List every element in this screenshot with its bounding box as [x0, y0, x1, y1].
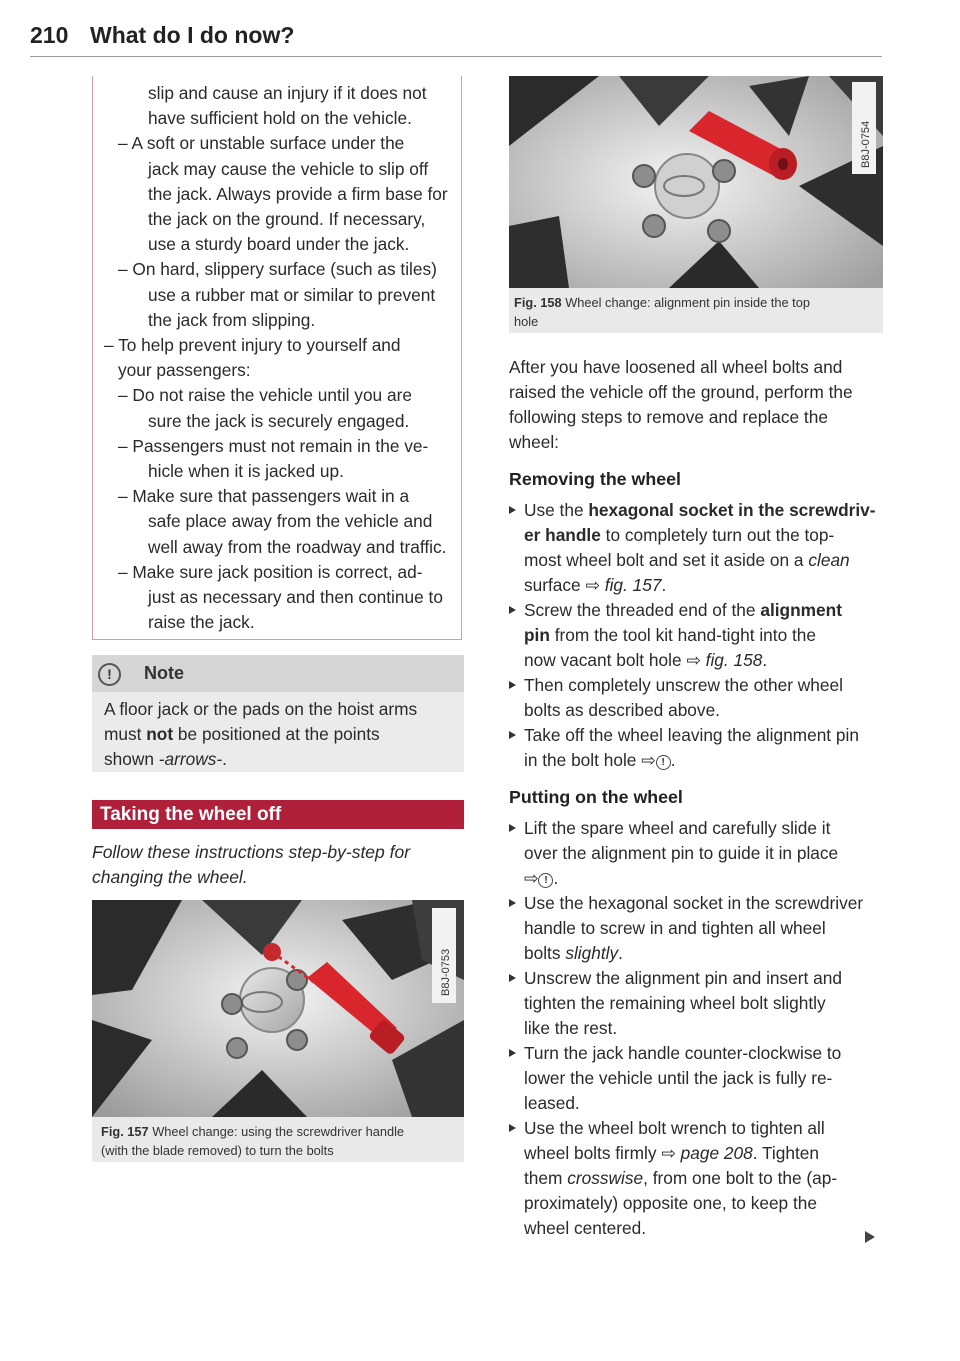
fig-reference-link[interactable]: ⇨ fig. 158 — [686, 650, 763, 670]
list-item: Screw the threaded end of the alignment pin from the tool kit hand-tight into the now vacant bolt hole ⇨ fig. 158. — [509, 598, 883, 673]
warning-line: – A soft or unstable surface under the — [118, 133, 405, 154]
page-header — [30, 22, 882, 57]
figure-code: B8J-0753 — [440, 948, 452, 996]
warning-line: have sufficient hold on the vehicle. — [148, 108, 412, 129]
note-line: shown -arrows-. — [104, 749, 227, 770]
warning-line: just as necessary and then continue to — [148, 587, 443, 608]
wheel-screwdriver-illustration — [92, 900, 464, 1117]
note-line: A floor jack or the pads on the hoist arms — [104, 699, 418, 719]
section-intro: Follow these instructions step-by-step for changing the wheel. — [92, 842, 411, 887]
warning-line: sure the jack is securely engaged. — [148, 410, 410, 431]
continue-arrow-icon — [865, 1231, 875, 1243]
bullet-triangle-icon — [509, 681, 516, 689]
list-item: Take off the wheel leaving the alignment pin in the bolt hole ⇨ ! . — [509, 723, 883, 773]
note-line: must not be positioned at the points — [104, 724, 380, 745]
warning-line: hicle when it is jacked up. — [148, 461, 344, 482]
warning-line: – Make sure jack position is correct, ad- — [118, 561, 423, 582]
note-body — [92, 692, 464, 772]
figure-code: B8J-0754 — [860, 120, 872, 168]
fig-reference-link[interactable]: ⇨ fig. 157 — [585, 575, 662, 595]
figure-158 — [509, 76, 883, 333]
note-header — [92, 655, 464, 692]
warning-line: use a rubber mat or similar to prevent — [148, 284, 436, 305]
bullet-triangle-icon — [509, 1124, 516, 1132]
list-item: Lift the spare wheel and carefully slide it over the alignment pin to guide it in place ⇨ ! . — [509, 816, 883, 891]
bullet-triangle-icon — [509, 606, 516, 614]
caution-reference-icon[interactable]: ! — [656, 755, 671, 770]
right-column-text — [509, 355, 883, 1241]
figure-157 — [92, 900, 464, 1162]
warning-line: – On hard, slippery surface (such as tiles) — [118, 259, 437, 280]
warning-line: the jack on the ground. If necessary, — [148, 209, 426, 230]
subheading-putting: Putting on the wheel — [509, 787, 683, 807]
procedure-intro: After you have loosened all wheel bolts and raised the vehicle off the ground, perform the following steps to remove and replace the wheel: — [509, 357, 853, 452]
figure-caption: Fig. 157 Wheel change: using the screwdriver handle (with the blade removed) to turn the bolts — [101, 1124, 405, 1158]
warning-text — [104, 81, 456, 635]
list-item: Use the hexagonal socket in the screwdriver handle to screw in and tighten all wheel bolts slightly. — [509, 891, 883, 966]
list-item: Use the hexagonal socket in the screwdriv- er handle to completely turn out the top- most wheel bolt and set it aside on a clean surface ⇨ fig. 157. — [509, 498, 883, 598]
warning-line: the jack from slipping. — [148, 309, 316, 330]
warning-line: slip and cause an injury if it does not — [148, 83, 427, 103]
bullet-triangle-icon — [509, 824, 516, 832]
bullet-triangle-icon — [509, 899, 516, 907]
warning-line: well away from the roadway and traffic. — [148, 536, 447, 557]
warning-line: – Passengers must not remain in the ve- — [118, 435, 429, 456]
bullet-triangle-icon — [509, 1049, 516, 1057]
warning-line: – Do not raise the vehicle until you are — [118, 385, 412, 406]
list-item: Then completely unscrew the other wheel bolts as described above. — [509, 673, 883, 723]
section-heading: Taking the wheel off — [92, 800, 464, 829]
bullet-triangle-icon — [509, 731, 516, 739]
page-reference-link[interactable]: ⇨ page 208 — [661, 1143, 753, 1163]
warning-line: – To help prevent injury to yourself and — [104, 335, 401, 356]
list-item: Unscrew the alignment pin and insert and tighten the remaining wheel bolt slightly like the rest. — [509, 966, 883, 1041]
subheading-removing: Removing the wheel — [509, 469, 681, 489]
warning-line: raise the jack. — [148, 612, 255, 633]
wheel-alignment-pin-illustration — [509, 76, 883, 288]
page-number: 210 — [30, 22, 69, 48]
caution-reference-icon[interactable]: ! — [538, 873, 553, 888]
warning-line: your passengers: — [118, 360, 251, 381]
warning-line: – Make sure that passengers wait in a — [118, 486, 410, 507]
bullet-triangle-icon — [509, 974, 516, 982]
bullet-triangle-icon — [509, 506, 516, 514]
list-item: Turn the jack handle counter-clockwise to lower the vehicle until the jack is fully re- leased. — [509, 1041, 883, 1116]
note-label: Note — [144, 663, 184, 683]
exclamation-icon: ! — [98, 663, 121, 686]
warning-line: use a sturdy board under the jack. — [148, 234, 410, 255]
list-item: Use the wheel bolt wrench to tighten all wheel bolts firmly ⇨ page 208. Tighten them crosswise, from one bolt to the (ap- proximately) opposite one, to keep the wheel centered. — [509, 1116, 883, 1241]
warning-line: jack may cause the vehicle to slip off — [148, 158, 429, 179]
figure-caption: Fig. 158 Wheel change: alignment pin inside the top hole — [514, 295, 810, 329]
warning-line: the jack. Always provide a firm base for — [148, 183, 448, 204]
chapter-title: What do I do now? — [90, 22, 295, 48]
warning-line: safe place away from the vehicle and — [148, 511, 433, 532]
